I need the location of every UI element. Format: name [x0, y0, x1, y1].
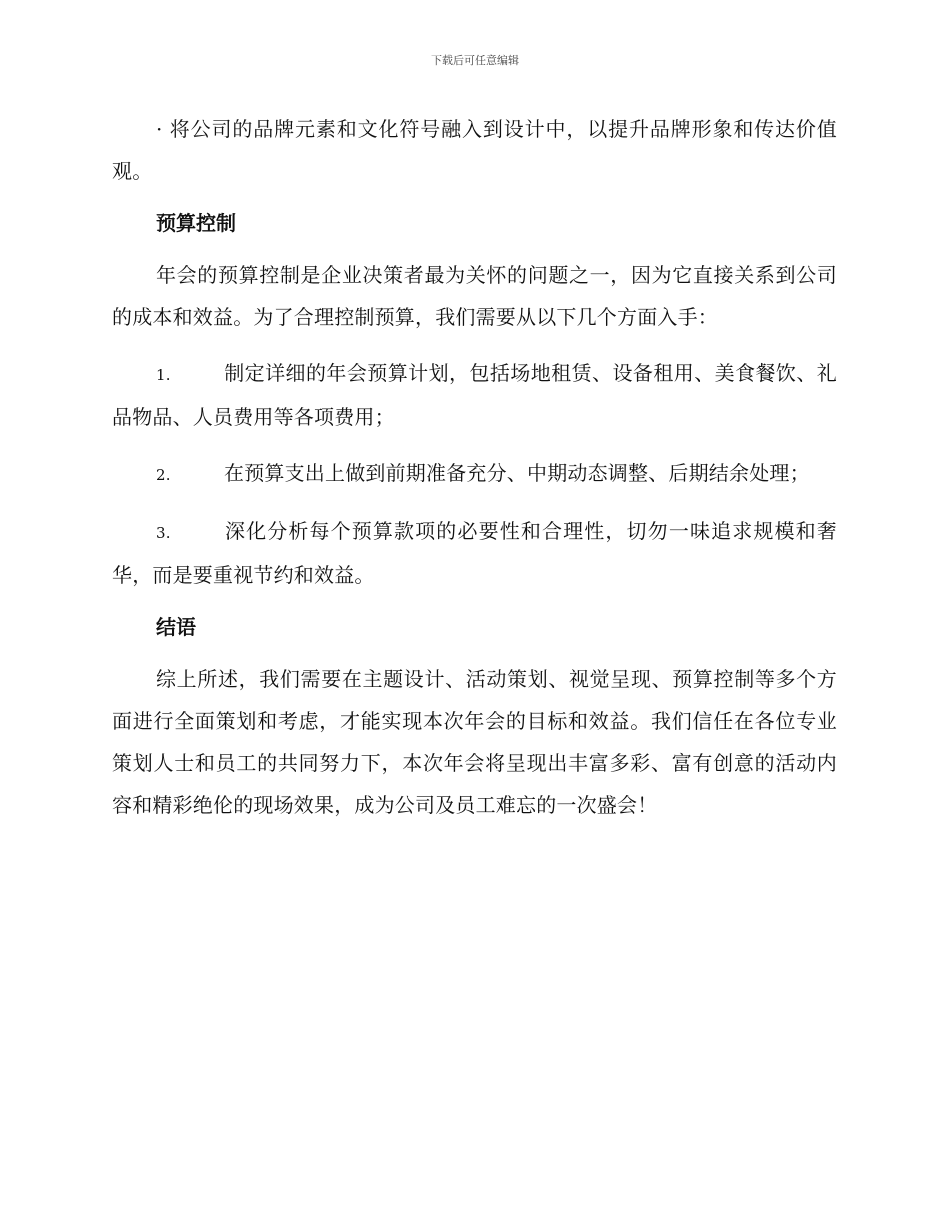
conclusion-paragraph: 综上所述，我们需要在主题设计、活动策划、视觉呈现、预算控制等多个方面进行全面策划和考虑，才能实现本次年会的目标和效益。我们信任在各位专业策划人士和员工的共同努力下，本次年会将呈现出丰富多彩、富有创意的活动内容和精彩绝伦的现场效果，成为公司及员工难忘的一次盛会！	[112, 667, 837, 817]
budget-list-item-3	[112, 510, 837, 596]
budget-list-item-2	[112, 452, 837, 496]
budget-heading: 预算控制	[156, 211, 236, 235]
budget-paragraph: 年会的预算控制是企业决策者最为关怀的问题之一，因为它直接关系到公司的成本和效益。为了合理控制预算，我们需要从以下几个方面入手：	[112, 263, 837, 329]
list-number: 1.	[156, 366, 171, 384]
budget-list-item-1	[112, 352, 837, 438]
list-number: 2.	[156, 466, 171, 484]
list-text: 制定详细的年会预算计划，包括场地租赁、设备租用、美食餐饮、礼品物品、人员费用等各项费用；	[112, 361, 837, 429]
list-number: 3.	[156, 524, 171, 542]
document-body	[112, 108, 837, 826]
conclusion-heading: 结语	[156, 615, 196, 639]
intro-bullet-paragraph: · 将公司的品牌元素和文化符号融入到设计中，以提升品牌形象和传达价值观。	[112, 117, 837, 183]
header-note: 下载后可任意编辑	[431, 54, 519, 67]
list-text: 在预算支出上做到前期准备充分、中期动态调整、后期结余处理；	[224, 461, 810, 485]
list-text: 深化分析每个预算款项的必要性和合理性，切勿一味追求规模和奢华，而是要重视节约和效益。	[112, 519, 837, 587]
